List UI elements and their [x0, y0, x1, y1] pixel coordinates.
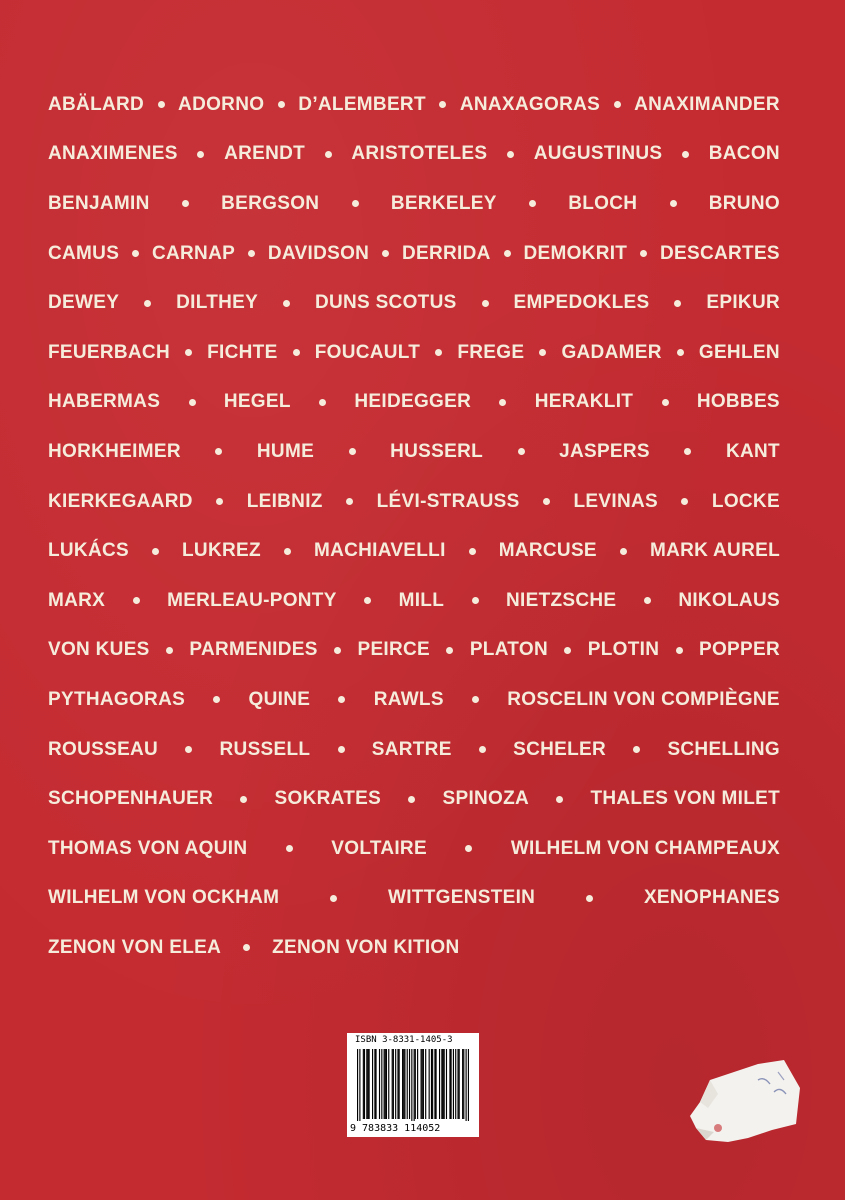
bullet-separator	[479, 746, 486, 753]
name-line	[48, 526, 780, 576]
philosopher-name: LUKÁCS	[48, 540, 129, 562]
bullet-separator	[482, 300, 489, 307]
philosopher-name-list	[48, 80, 780, 973]
philosopher-name: ANAXIMENES	[48, 143, 178, 165]
bullet-separator	[408, 796, 415, 803]
bullet-separator	[614, 101, 621, 108]
name-line	[48, 130, 780, 180]
bullet-separator	[338, 746, 345, 753]
philosopher-name: RUSSELL	[219, 738, 311, 760]
barcode-bar	[379, 1049, 380, 1119]
philosopher-name: LEVINAS	[573, 490, 658, 512]
bullet-separator	[674, 300, 681, 307]
bullet-separator	[133, 597, 140, 604]
barcode-bar	[434, 1049, 435, 1119]
philosopher-name: ROSCELIN VON COMPIÈGNE	[507, 688, 780, 710]
philosopher-name: HABERMAS	[48, 391, 161, 413]
philosopher-name: FOUCAULT	[314, 341, 421, 363]
bullet-separator	[213, 696, 220, 703]
barcode-bar	[399, 1049, 400, 1119]
philosopher-name: MACHIAVELLI	[313, 540, 446, 562]
name-line	[48, 774, 780, 824]
philosopher-name: BENJAMIN	[48, 192, 150, 214]
name-line	[48, 378, 780, 428]
barcode-bar	[453, 1049, 454, 1119]
bullet-separator	[564, 647, 571, 654]
bullet-separator	[465, 845, 472, 852]
bullet-separator	[435, 349, 442, 356]
barcode-bar	[444, 1049, 445, 1119]
barcode-bar	[372, 1049, 373, 1119]
barcode-label	[347, 1033, 479, 1137]
philosopher-name: WITTGENSTEIN	[388, 887, 536, 909]
philosopher-name: PEIRCE	[357, 639, 431, 661]
bullet-separator	[144, 300, 151, 307]
bullet-separator	[283, 300, 290, 307]
philosopher-name: SCHELLING	[667, 738, 780, 760]
bullet-separator	[325, 151, 332, 158]
barcode-bar	[429, 1049, 430, 1119]
philosopher-name: LÉVI-STRAUSS	[376, 490, 520, 512]
philosopher-name: NIETZSCHE	[506, 589, 617, 611]
bullet-separator	[472, 696, 479, 703]
philosopher-name: BLOCH	[568, 192, 638, 214]
philosopher-name: D’ALEMBERT	[298, 93, 426, 115]
bullet-separator	[640, 250, 647, 257]
philosopher-name: ROUSSEAU	[48, 738, 159, 760]
philosopher-name: MARX	[48, 589, 106, 611]
bullet-separator	[152, 548, 159, 555]
ean-digits: 9 783833 114052	[350, 1123, 441, 1134]
barcode-bar	[374, 1049, 375, 1119]
philosopher-name: EPIKUR	[706, 292, 780, 314]
philosopher-name: THOMAS VON AQUIN	[48, 837, 248, 859]
bullet-separator	[182, 200, 189, 207]
bullet-separator	[286, 845, 293, 852]
bullet-separator	[539, 349, 546, 356]
barcode-bar	[414, 1049, 415, 1121]
philosopher-name: PLOTIN	[587, 639, 660, 661]
philosopher-name: SOKRATES	[274, 788, 382, 810]
barcode-bar	[455, 1049, 456, 1119]
philosopher-name: BACON	[708, 143, 780, 165]
barcode-bar	[409, 1049, 410, 1119]
bullet-separator	[684, 448, 691, 455]
name-line	[48, 824, 780, 874]
bullet-separator	[243, 944, 250, 951]
barcode-bar	[431, 1049, 432, 1119]
philosopher-name: MERLEAU-PONTY	[167, 589, 337, 611]
barcode-bar	[441, 1049, 442, 1119]
name-line	[48, 725, 780, 775]
barcode-bar	[417, 1049, 418, 1119]
philosopher-name: ABÄLARD	[48, 93, 145, 115]
barcode-bar	[366, 1049, 367, 1119]
philosopher-name: ZENON VON ELEA	[48, 936, 222, 958]
bullet-separator	[472, 597, 479, 604]
bullet-separator	[284, 548, 291, 555]
philosopher-name: SPINOZA	[442, 788, 530, 810]
philosopher-name: DUNS SCOTUS	[314, 292, 457, 314]
philosopher-name: XENOPHANES	[643, 887, 780, 909]
bullet-separator	[507, 151, 514, 158]
philosopher-name: JASPERS	[559, 440, 650, 462]
bullet-separator	[681, 498, 688, 505]
philosopher-name: FREGE	[457, 341, 525, 363]
barcode-bar	[388, 1049, 389, 1119]
barcode-bar	[446, 1049, 447, 1119]
philosopher-name: DAVIDSON	[267, 242, 370, 264]
barcode-bar	[459, 1049, 460, 1119]
bullet-separator	[248, 250, 255, 257]
bullet-separator	[197, 151, 204, 158]
barcode-bar	[436, 1049, 437, 1119]
philosopher-name: EMPEDOKLES	[513, 292, 650, 314]
philosopher-name: BERGSON	[221, 192, 320, 214]
philosopher-name: DEWEY	[48, 292, 120, 314]
barcode-bar	[359, 1049, 360, 1121]
bullet-separator	[319, 399, 326, 406]
bullet-separator	[670, 200, 677, 207]
philosopher-name: WILHELM VON OCKHAM	[48, 887, 280, 909]
philosopher-name: BRUNO	[708, 192, 780, 214]
bullet-separator	[682, 151, 689, 158]
bullet-separator	[338, 696, 345, 703]
philosopher-name: HERAKLIT	[534, 391, 634, 413]
name-line	[48, 179, 780, 229]
bullet-separator	[662, 399, 669, 406]
barcode-bar	[363, 1049, 364, 1119]
philosopher-name: GEHLEN	[698, 341, 780, 363]
philosopher-name: HOBBES	[696, 391, 780, 413]
barcode-bar	[462, 1049, 463, 1119]
bullet-separator	[293, 349, 300, 356]
philosopher-name: MARCUSE	[498, 540, 597, 562]
barcode-bar	[386, 1049, 387, 1119]
philosopher-name: ADORNO	[178, 93, 265, 115]
barcode-bar	[402, 1049, 403, 1119]
philosopher-name: CAMUS	[48, 242, 120, 264]
philosopher-name: THALES VON MILET	[590, 788, 780, 810]
philosopher-name: BERKELEY	[390, 192, 497, 214]
barcode-bar	[404, 1049, 405, 1119]
barcode-bar	[422, 1049, 423, 1119]
name-line	[48, 328, 780, 378]
name-line	[48, 576, 780, 626]
philosopher-name: DESCARTES	[660, 242, 780, 264]
philosopher-name: HORKHEIMER	[48, 440, 181, 462]
bullet-separator	[346, 498, 353, 505]
philosopher-name: FEUERBACH	[48, 341, 170, 363]
philosopher-name: VON KUES	[48, 639, 150, 661]
philosopher-name: RAWLS	[373, 688, 444, 710]
bullet-separator	[189, 399, 196, 406]
philosopher-name: DILTHEY	[176, 292, 259, 314]
philosopher-name: HUME	[256, 440, 315, 462]
philosopher-name: LOCKE	[711, 490, 780, 512]
philosopher-name: PLATON	[469, 639, 548, 661]
barcode-bar	[397, 1049, 398, 1119]
barcode-bar	[439, 1049, 440, 1119]
bullet-separator	[446, 647, 453, 654]
philosopher-name: DEMOKRIT	[523, 242, 628, 264]
ean-barcode	[357, 1049, 469, 1121]
philosopher-name: POPPER	[699, 639, 780, 661]
barcode-bar	[432, 1049, 433, 1119]
isbn-text: ISBN 3-8331-1405-3	[355, 1035, 453, 1045]
barcode-bar	[421, 1049, 422, 1119]
barcode-bar	[357, 1049, 358, 1121]
barcode-bar	[442, 1049, 443, 1119]
bullet-separator	[132, 250, 139, 257]
philosopher-name: KIERKEGAARD	[48, 490, 193, 512]
bullet-separator	[278, 101, 285, 108]
bullet-separator	[215, 448, 222, 455]
bullet-separator	[499, 399, 506, 406]
bullet-separator	[633, 746, 640, 753]
name-line	[48, 229, 780, 279]
philosopher-name: LEIBNIZ	[246, 490, 323, 512]
philosopher-name: FICHTE	[207, 341, 278, 363]
barcode-bar	[395, 1049, 396, 1119]
bullet-separator	[469, 548, 476, 555]
barcode-bar	[364, 1049, 365, 1119]
barcode-bar	[403, 1049, 404, 1119]
philosopher-name: PARMENIDES	[189, 639, 318, 661]
philosopher-name: SARTRE	[371, 738, 452, 760]
barcode-bar	[367, 1049, 368, 1119]
name-line	[48, 477, 780, 527]
name-line	[48, 80, 780, 130]
philosopher-name: GADAMER	[561, 341, 662, 363]
barcode-bar	[384, 1049, 385, 1119]
barcode-bar	[369, 1049, 370, 1119]
philosopher-name: SCHELER	[513, 738, 606, 760]
barcode-bar	[468, 1049, 469, 1121]
barcode-bar	[393, 1049, 394, 1119]
barcode-bar	[425, 1049, 426, 1119]
bullet-separator	[644, 597, 651, 604]
bullet-separator	[439, 101, 446, 108]
name-line	[48, 923, 780, 973]
bullet-separator	[364, 597, 371, 604]
barcode-bar	[385, 1049, 386, 1119]
name-line	[48, 874, 780, 924]
bullet-separator	[166, 647, 173, 654]
bullet-separator	[349, 448, 356, 455]
philosopher-name: ANAXIMANDER	[634, 93, 780, 115]
philosopher-name: DERRIDA	[401, 242, 491, 264]
barcode-bar	[463, 1049, 464, 1119]
philosopher-name: WILHELM VON CHAMPEAUX	[510, 837, 780, 859]
barcode-bar	[392, 1049, 393, 1119]
philosopher-name: ZENON VON KITION	[272, 936, 460, 958]
barcode-bar	[449, 1049, 450, 1119]
bullet-separator	[352, 200, 359, 207]
bullet-separator	[586, 895, 593, 902]
bullet-separator	[556, 796, 563, 803]
philosopher-name: CARNAP	[151, 242, 236, 264]
bullet-separator	[158, 101, 165, 108]
name-line	[48, 626, 780, 676]
philosopher-name: LUKREZ	[182, 540, 261, 562]
barcode-bar	[415, 1049, 416, 1119]
philosopher-name: SCHOPENHAUER	[48, 788, 214, 810]
bullet-separator	[216, 498, 223, 505]
philosopher-name: HEGEL	[223, 391, 291, 413]
philosopher-name: HUSSERL	[390, 440, 484, 462]
name-line	[48, 675, 780, 725]
barcode-bar	[423, 1049, 424, 1119]
bullet-separator	[518, 448, 525, 455]
barcode-bar	[457, 1049, 458, 1119]
philosopher-name: QUINE	[248, 688, 311, 710]
philosopher-name: ARENDT	[224, 143, 306, 165]
bullet-separator	[185, 746, 192, 753]
barcode-bar	[411, 1049, 412, 1121]
torn-price-sticker	[688, 1058, 804, 1142]
bullet-separator	[677, 349, 684, 356]
barcode-bar	[381, 1049, 382, 1119]
philosopher-name: VOLTAIRE	[331, 837, 427, 859]
bullet-separator	[240, 796, 247, 803]
philosopher-name: PYTHAGORAS	[48, 688, 186, 710]
bullet-separator	[620, 548, 627, 555]
philosopher-name: AUGUSTINUS	[533, 143, 663, 165]
philosopher-name: ANAXAGORAS	[459, 93, 601, 115]
philosopher-name: HEIDEGGER	[354, 391, 472, 413]
philosopher-name: MARK AUREL	[649, 540, 780, 562]
philosopher-name: KANT	[725, 440, 780, 462]
bullet-separator	[529, 200, 536, 207]
bullet-separator	[185, 349, 192, 356]
bullet-separator	[676, 647, 683, 654]
name-line	[48, 278, 780, 328]
barcode-bar	[407, 1049, 408, 1119]
barcode-bar	[375, 1049, 376, 1119]
bullet-separator	[543, 498, 550, 505]
name-line	[48, 427, 780, 477]
philosopher-name: MILL	[398, 589, 445, 611]
bullet-separator	[382, 250, 389, 257]
philosopher-name: ARISTOTELES	[351, 143, 488, 165]
barcode-bar	[451, 1049, 452, 1119]
bullet-separator	[334, 647, 341, 654]
bullet-separator	[504, 250, 511, 257]
philosopher-name: NIKOLAUS	[678, 589, 780, 611]
barcode-bar	[466, 1049, 467, 1121]
bullet-separator	[330, 895, 337, 902]
